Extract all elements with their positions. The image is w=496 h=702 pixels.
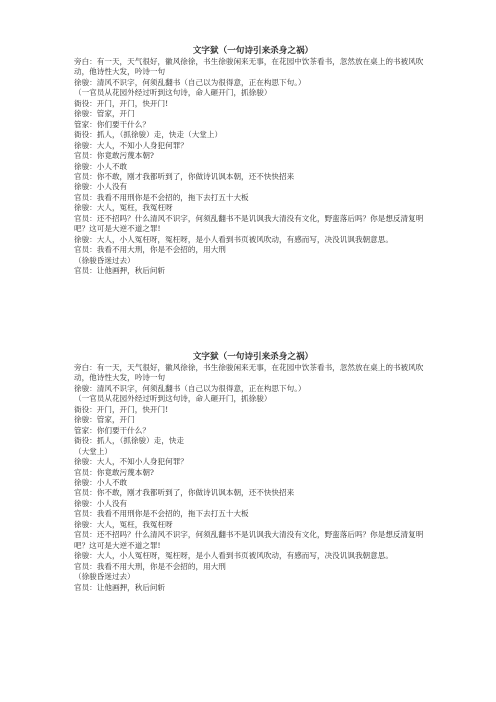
script-line: 管家：你们要干什么？ [74, 119, 150, 129]
script-line: 官员：你竟敢污蔑本朝? [74, 151, 155, 161]
script-line: 徐骏：小人不敢 [74, 477, 128, 487]
script-line: 官员：让他画押，秋后问斩 [74, 582, 166, 592]
script-line: 徐骏：小人没有 [74, 182, 128, 192]
script-line: 官员：我看不用刑你是不会招的，拖下去打五十大板 [74, 192, 249, 202]
script-line: 衙役：抓人，（抓徐骏）走，快走（大堂上） [74, 130, 223, 140]
script-line: 官员：我看不用大刑，你是不会招的，用大刑 [74, 561, 226, 571]
script-line: （一官员从花园外经过听到这句诗，命人砸开门，抓徐骏） [74, 394, 272, 404]
script-line: 徐骏：大人，冤枉，我冤枉呀 [74, 203, 173, 213]
script-section-2 [74, 352, 432, 593]
script-line: 徐骏：清风不识字，何须乱翻书（自己以为很得意，正在构思下句。） [74, 77, 306, 87]
script-line: 旁白：有一天，天气很好，徽风徐徐，书生徐骏闲来无事，在花园中饮茶看书，忽然放在桌上的书被风吹动，他诗性大发，吟诗一句 [74, 363, 424, 383]
script-line: 徐骏：大人，冤枉，我冤枉呀 [74, 519, 173, 529]
script-line: 徐骏：小人不敢 [74, 161, 128, 171]
section-body [74, 57, 432, 277]
script-line: 徐骏：大人，小人冤枉呀，冤枉呀，是小人看到书页被风吹动，有感而写，决没讥讽我朝意思。 [74, 551, 393, 561]
script-line: 徐骏：小人没有 [74, 498, 128, 508]
script-line: 官员：我看不用刑你是不会招的，拖下去打五十大板 [74, 509, 249, 519]
script-line: （徐骏昏迷过去） [74, 255, 135, 265]
script-line: 徐骏：清风不识字，何须乱翻书（自己以为很得意，正在构思下句。） [74, 383, 306, 393]
script-line: （一官员从花园外经过听到这句诗，命人砸开门，抓徐骏） [74, 88, 272, 98]
section-title: 文字狱（一句诗引来杀身之祸） [192, 46, 314, 56]
script-line: 官员：还不招吗？什么清风不识字，何须乱翻书不是讥讽我大清没有文化，野蛮落后吗？你是想反清复明吧？这可是大逆不道之罪! [74, 213, 424, 234]
script-line: 官员：你不敢，刚才我都听到了，你做诗讥讽本朝，还不快快招来 [74, 171, 295, 181]
script-line: 徐骏：大人，不知小人身犯何罪？ [74, 140, 188, 150]
script-line: 徐骏：管家，开门 [74, 415, 135, 425]
script-line: （徐骏昏迷过去） [74, 572, 135, 582]
script-line: 衙役：抓人，（抓徐骏）走，快走 [74, 436, 185, 446]
script-line: 衙役：开门，开门，快开门! [74, 98, 169, 108]
script-line: 徐骏：大人，不知小人身犯何罪？ [74, 457, 188, 467]
section-title: 文字狱（一句诗引来杀身之祸） [192, 352, 314, 362]
script-line: 官员：还不招吗？什么清风不识字，何须乱翻书不是讥讽我大清没有文化，野蛮落后吗？你是想反清复明吧？这可是大逆不道之罪! [74, 530, 424, 550]
script-line: 官员：让他画押，秋后问斩 [74, 266, 166, 276]
script-line: 官员：我看不用大刑，你是不会招的，用大刑 [74, 245, 226, 255]
script-line: 衙役：开门，开门，快开门! [74, 404, 169, 414]
script-line: （大堂上） [74, 446, 112, 456]
script-section-1 [74, 46, 432, 277]
script-line: 徐骏：管家，开门 [74, 109, 135, 119]
script-line: 官员：你不敢，刚才我都听到了，你做诗讥讽本朝，还不快快招来 [74, 488, 295, 498]
script-line: 旁白：有一天，天气很好，徽风徐徐，书生徐骏闲来无事，在花园中饮茶看书，忽然放在桌上的书被风吹动，他诗性大发，吟诗一句 [74, 57, 424, 77]
section-body [74, 363, 432, 593]
script-line: 官员：你竟敢污蔑本朝? [74, 467, 155, 477]
script-line: 徐骏：大人，小人冤枉呀，冤枉呀，是小人看到书页被风吹动，有感而写，决没讥讽我朝意思。 [74, 234, 393, 244]
script-line: 管家：你们要干什么？ [74, 425, 150, 435]
